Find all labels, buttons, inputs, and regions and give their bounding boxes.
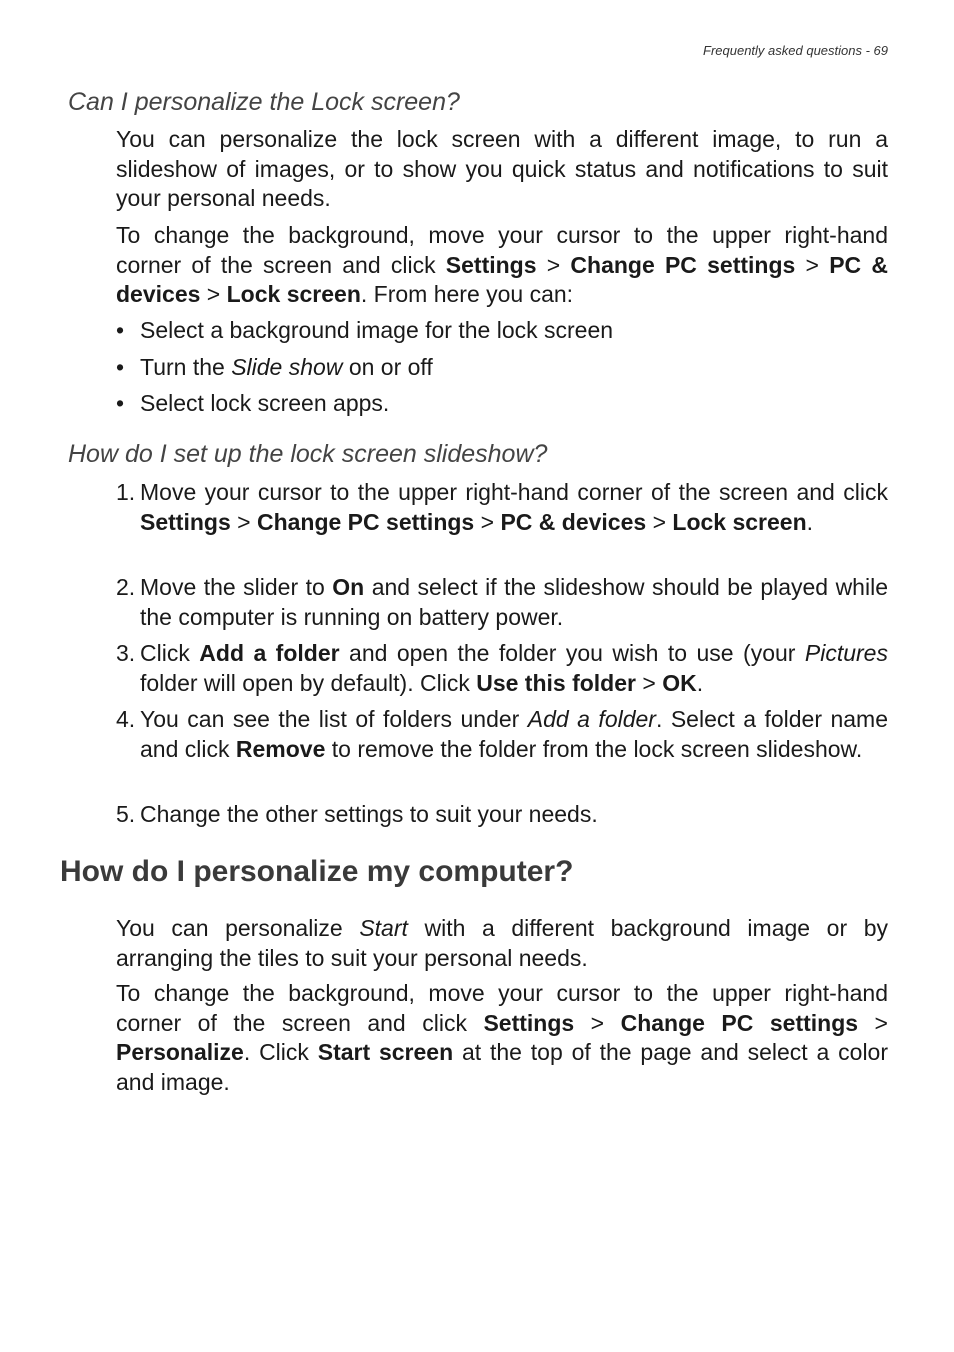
list-item: • Select lock screen apps. (116, 390, 390, 416)
paragraph-lock-background: To change the background, move your cursor to the upper right-hand corner of the screen and click Settings > Change PC settings > PC & devices > Lock screen. From here you can: (116, 222, 888, 308)
section-title-slideshow: How do I set up the lock screen slideshow? (68, 440, 548, 468)
page-header: Frequently asked questions - 69 (703, 43, 888, 58)
list-item: 2. Move the slider to On and select if the slideshow should be played while the computer is running on battery power. (116, 574, 888, 630)
section-title-lock-screen: Can I personalize the Lock screen? (68, 88, 460, 116)
paragraph-personalize-intro: You can personalize Start with a different background image or by arranging the tiles to suit your personal needs. (116, 915, 889, 971)
list-item: 5. Change the other settings to suit your needs. (116, 801, 598, 827)
paragraph-lock-intro: You can personalize the lock screen with a different image, to run a slideshow of images, or to show you quick status and notifications to suit your personal needs. (116, 126, 888, 212)
list-item: • Select a background image for the lock screen (116, 317, 614, 343)
list-item: 1. Move your cursor to the upper right-hand corner of the screen and click Settings > Change PC settings > PC & devices > Lock screen. (116, 479, 888, 535)
section-title-personalize: How do I personalize my computer? (60, 855, 574, 888)
paragraph-personalize-background: To change the background, move your cursor to the upper right-hand corner of the screen and click Settings > Change PC settings > Personalize. Click Start screen at the top of the page and select a color and image. (116, 980, 889, 1095)
list-item: • Turn the Slide show on or off (116, 354, 433, 380)
list-item: 4. You can see the list of folders under Add a folder. Select a folder name and click Remove to remove the folder from the lock screen slideshow. (116, 706, 889, 762)
list-item: 3. Click Add a folder and open the folder you wish to use (your Pictures folder will open by default). Click Use this folder > OK. (116, 640, 888, 696)
